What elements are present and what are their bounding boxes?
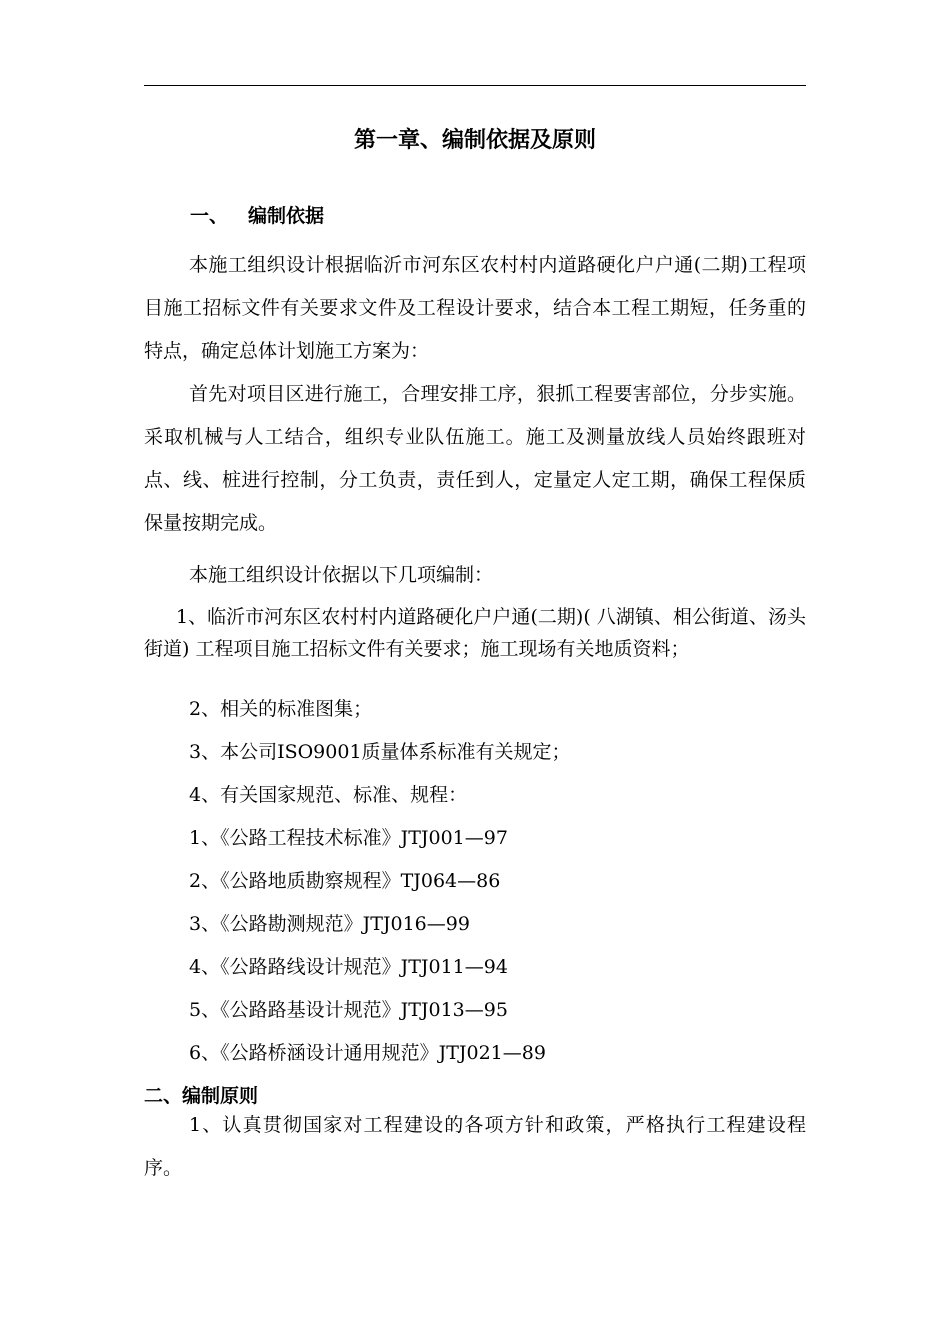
section-1-title: 编制依据: [248, 205, 325, 227]
standard-item: 1、《公路工程技术标准》JTJ001—97: [189, 827, 508, 849]
standard-item: 4、《公路路线设计规范》JTJ011—94: [189, 956, 508, 978]
basis-item-1: 1、临沂市河东区农村村内道路硬化户户通(二期)( 八湖镇、相公街道、汤头街道) 工程项目施工招标文件有关要求；施工现场有关地质资料；: [144, 606, 806, 660]
chapter-title: 第一章、编制依据及原则: [353, 128, 596, 153]
section-2-heading: 二、编制原则: [144, 1085, 259, 1107]
basis-item-4: 4、有关国家规范、标准、规程：: [189, 784, 468, 806]
standard-item: 3、《公路勘测规范》JTJ016—99: [189, 913, 470, 935]
header-rule: [144, 85, 806, 86]
section-1-number: 一、: [190, 205, 229, 227]
standard-item: 6、《公路桥涵设计通用规范》JTJ021—89: [189, 1042, 546, 1064]
basis-item-2: 2、相关的标准图集；: [189, 698, 373, 720]
standard-item: 2、《公路地质勘察规程》TJ064—86: [189, 870, 501, 892]
paragraph-basis: 本施工组织设计根据临沂市河东区农村村内道路硬化户户通(二期)工程项目施工招标文件有关要求文件及工程设计要求，结合本工程工期短，任务重的特点，确定总体计划施工方案为：: [144, 254, 806, 362]
basis-intro: 本施工组织设计依据以下几项编制：: [189, 564, 494, 586]
basis-item-3: 3、本公司ISO9001质量体系标准有关规定；: [189, 741, 571, 763]
paragraph-approach: 首先对项目区进行施工，合理安排工序，狠抓工程要害部位，分步实施。采取机械与人工结合，组织专业队伍施工。施工及测量放线人员始终跟班对点、线、桩进行控制，分工负责，责任到人，定量定人定工期，确保工程保质保量按期完成。: [144, 383, 806, 534]
standard-item: 5、《公路路基设计规范》JTJ013—95: [189, 999, 508, 1021]
section-1-heading: [190, 202, 324, 230]
principle-item-1: 1、认真贯彻国家对工程建设的各项方针和政策，严格执行工程建设程序。: [144, 1114, 806, 1179]
